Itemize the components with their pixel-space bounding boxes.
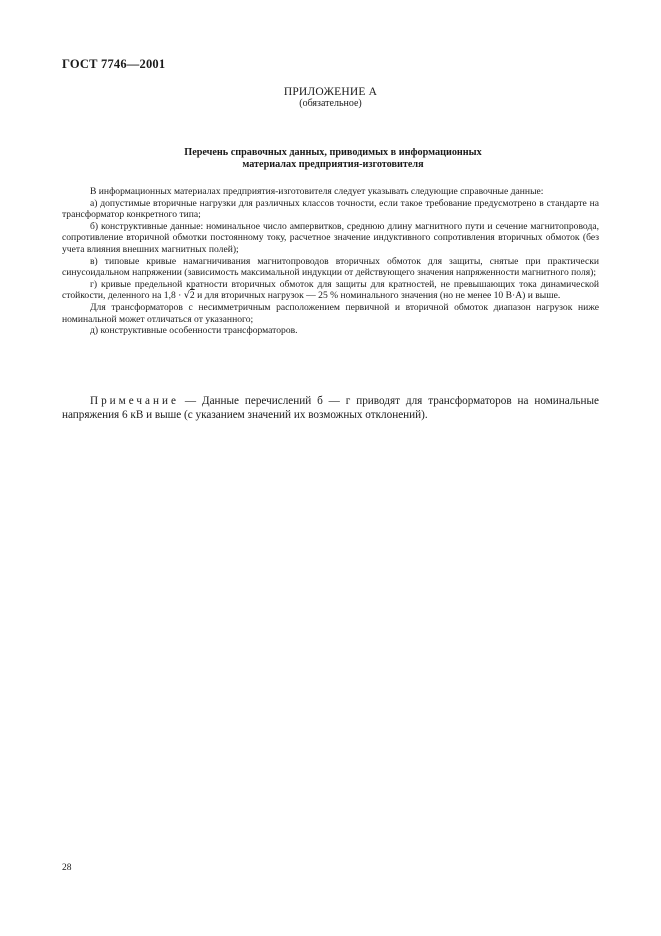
list-item-g (62, 279, 599, 302)
appendix-subtitle: (обязательное) (299, 98, 362, 109)
note-label: Примечание (90, 395, 179, 407)
intro-paragraph: В информационных материалах предприятия-изготовителя следует указывать следующие справочные данные: (90, 186, 544, 197)
list-item-d: д) конструктивные особенности трансформаторов. (90, 325, 298, 337)
note-paragraph (62, 394, 599, 422)
list-item-g-text-start: г) кривые предельной кратности вторичных обмоток для защиты для кратностей, не превышающих тока динамической стойкости, деленного на 1,8 · (62, 278, 599, 302)
section-title-line-2: материалах предприятия-изготовителя (242, 159, 424, 170)
appendix-title: ПРИЛОЖЕНИЕ А (283, 86, 378, 98)
section-title-line-1: Перечень справочных данных, приводимых в информационных (184, 147, 482, 158)
sqrt-symbol: √ (183, 290, 190, 302)
page-number: 28 (62, 863, 72, 873)
list-item-a: а) допустимые вторичные нагрузки для различных классов точности, если такое требование предусмотрено в стандарте на трансформатор конкретного типа; (62, 197, 599, 221)
note-text: — Данные перечислений б — г приводят для трансформаторов на номинальные напряжения 6 кВ и выше (с указанием значений их возможных отклонений). (62, 395, 599, 421)
section-title (100, 147, 566, 171)
sqrt-value: 2 (189, 290, 195, 302)
body-text (62, 186, 599, 337)
asymmetric-paragraph: Для трансформаторов с несимметричным расположением первичной и вторичной обмоток диапазон нагрузок ниже номинальной может отличаться от указанного; (62, 301, 599, 325)
list-item-b: б) конструктивные данные: номинальное число ампервитков, среднюю длину магнитного пути и сечение магнитопровода, сопротивление вторичной обмотки постоянному току, расчетное значение индуктивного сопротивления вторичных обмоток (без учета влияния внешних магнитных полей); (62, 220, 599, 255)
list-item-g-text-end: и для вторичных нагрузок — 25 % номинального значения (но не менее 10 В·А) и выше. (194, 290, 561, 302)
list-item-v: в) типовые кривые намагничивания магнитопроводов вторичных обмоток для защиты, снятые при практически синусоидальном напряжении (зависимость максимальной индукции от действующего значения напряженности магнитного поля); (62, 255, 599, 279)
document-code: ГОСТ 7746—2001 (62, 57, 166, 71)
